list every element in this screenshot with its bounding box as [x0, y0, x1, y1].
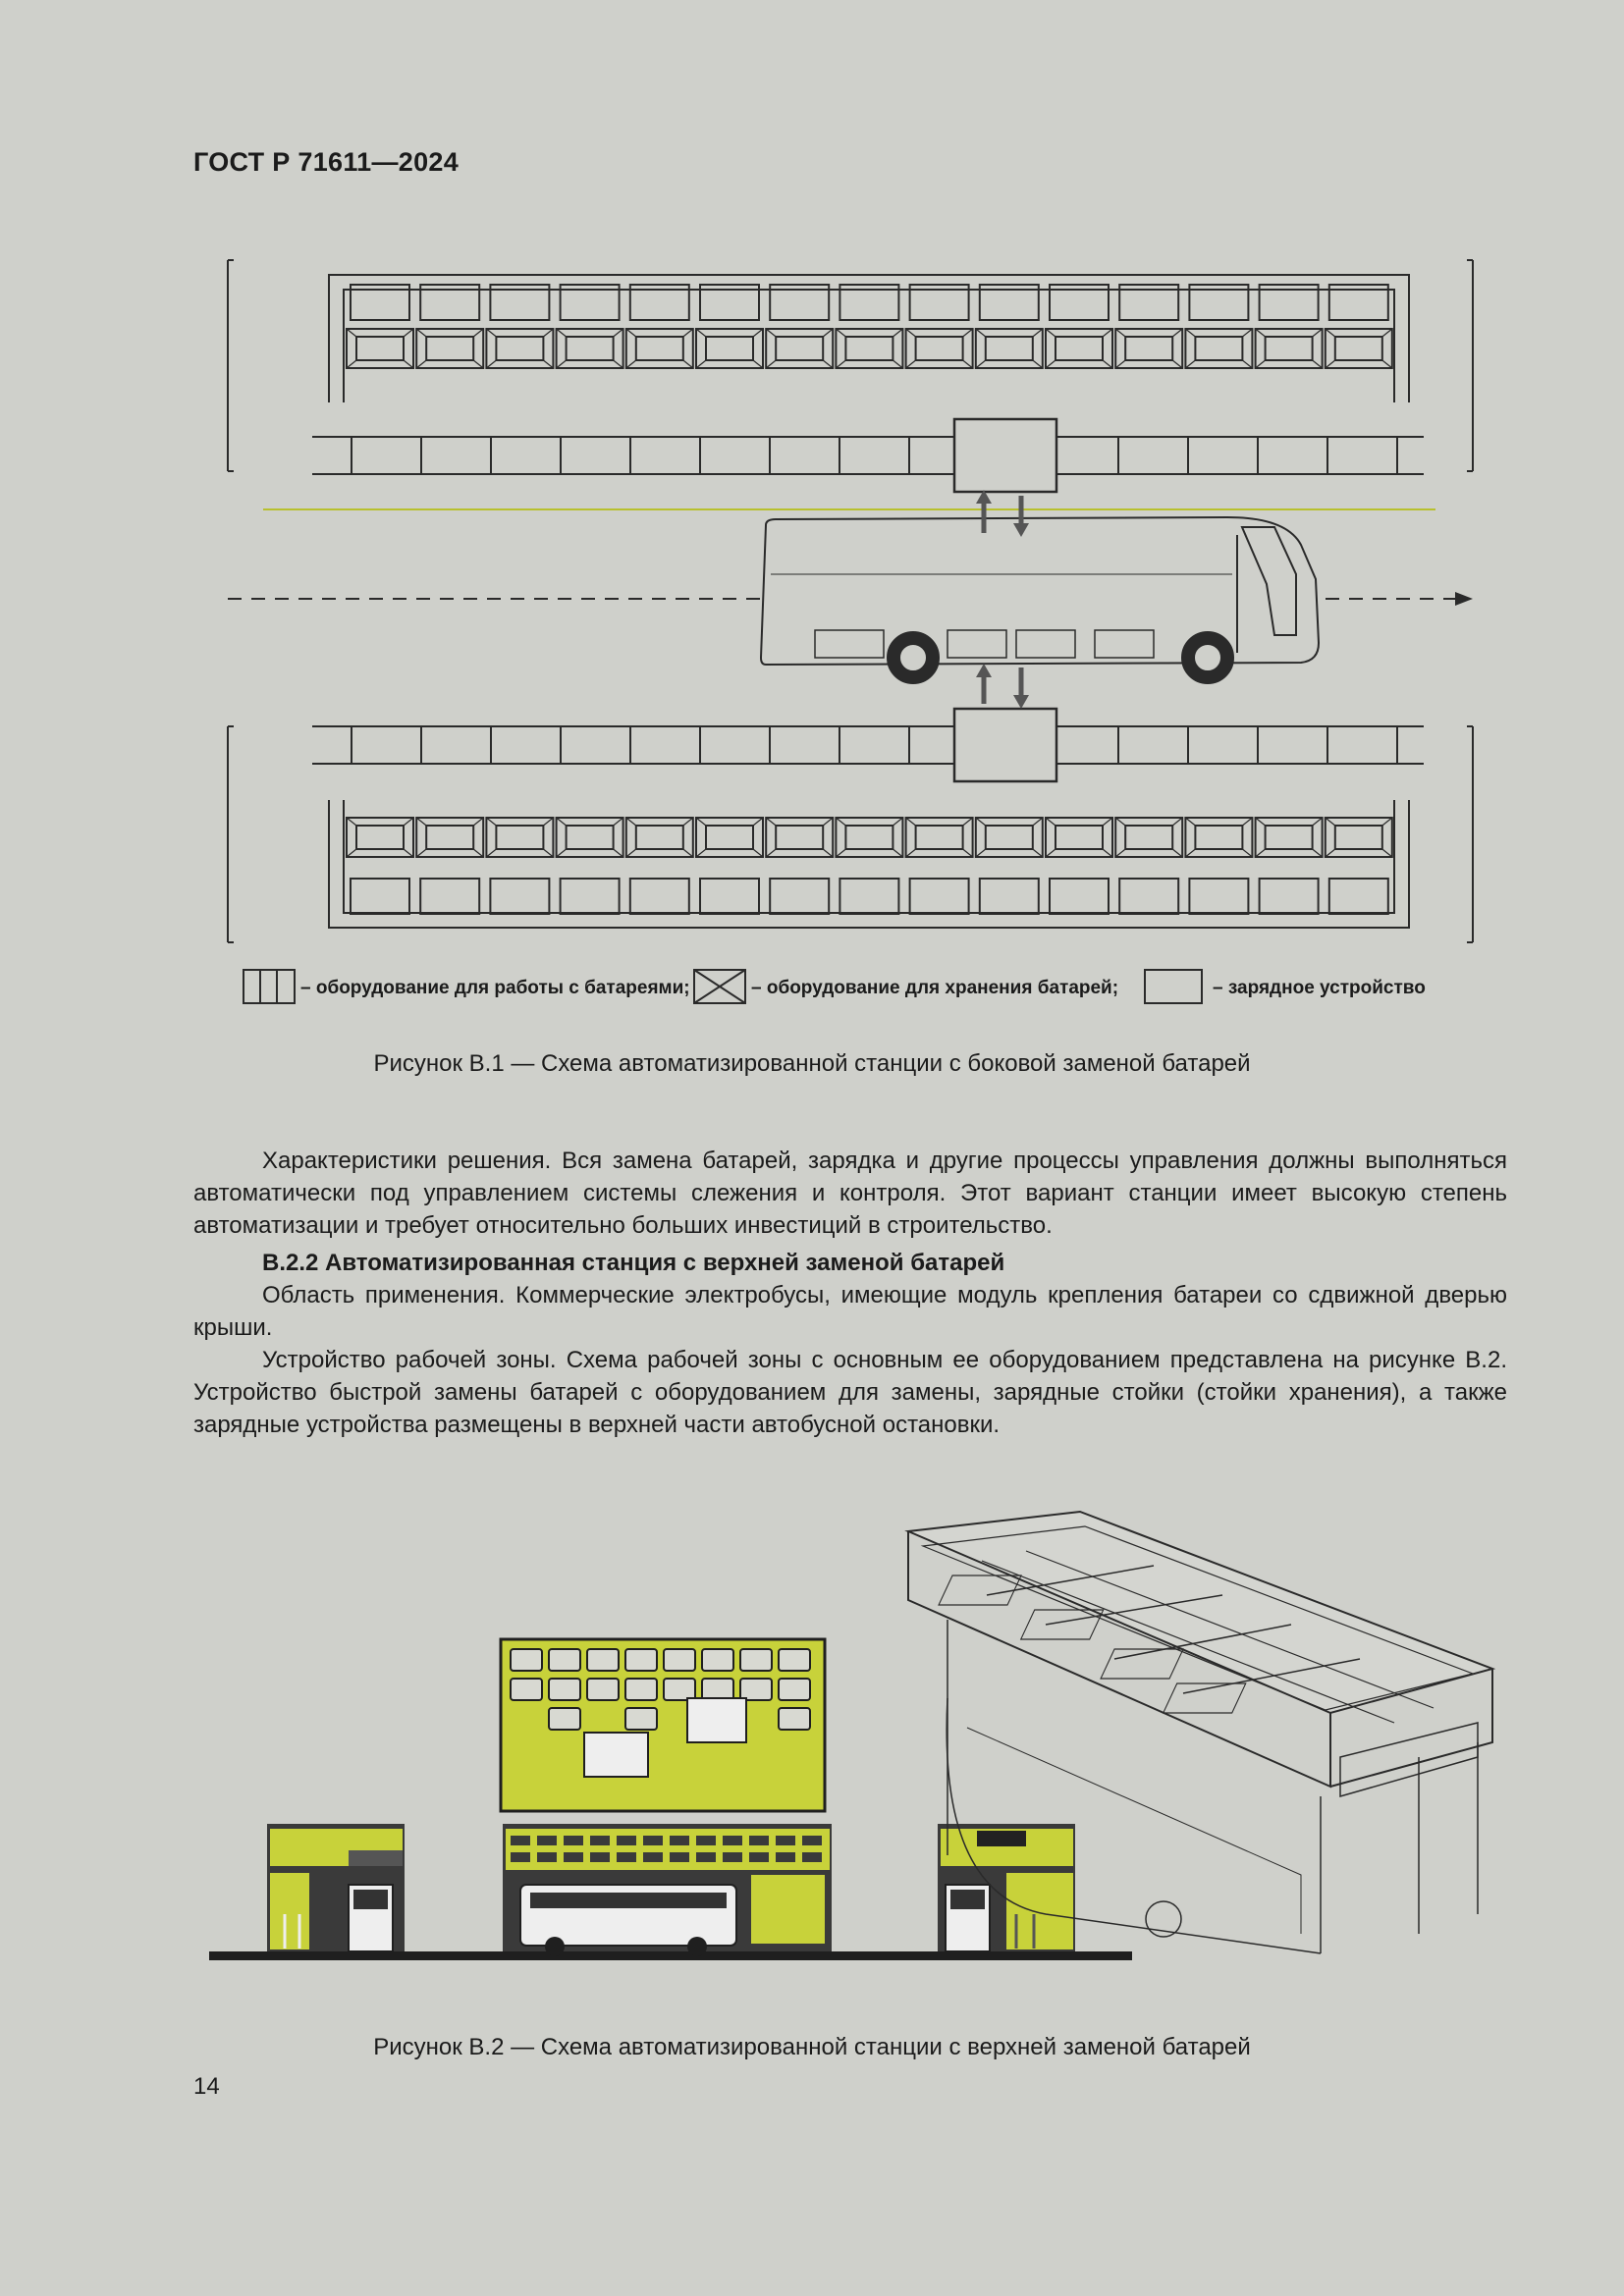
roof-battery-module — [802, 1852, 822, 1862]
roof-battery-module — [617, 1852, 636, 1862]
plan-battery-slot — [779, 1649, 810, 1671]
roof-battery-module — [749, 1852, 769, 1862]
roof-battery-module — [723, 1852, 742, 1862]
top-shuttle — [954, 419, 1056, 492]
roof-battery-module — [643, 1852, 663, 1862]
plan-battery-slot — [702, 1649, 733, 1671]
plan-battery-slot — [549, 1708, 580, 1730]
legend-storage-label: – оборудование для хранения батарей; — [751, 978, 1119, 998]
figure-b1-diagram — [216, 250, 1492, 1016]
paragraph-solution-features: Характеристики решения. Вся замена батарей, зарядка и другие процессы управления должны выполняться автоматически под управлением системы слежения и контроля. Этот вариант станции имеет высокую степень автоматизации и требует относительно больших инвестиций в строительство. — [193, 1148, 1507, 1239]
charger-slot — [1119, 879, 1178, 914]
charger-slot — [910, 879, 969, 914]
figure-b2-caption: Рисунок В.2 — Схема автоматизированной станции с верхней заменой батарей — [373, 2034, 1251, 2060]
roof-battery-module — [537, 1852, 557, 1862]
plan-battery-slot — [664, 1649, 695, 1671]
plan-battery-slot — [740, 1649, 772, 1671]
roof-battery-module — [696, 1836, 716, 1845]
plan-battery-slot — [587, 1679, 619, 1700]
charger-slot — [700, 879, 759, 914]
roof-battery-module — [564, 1836, 583, 1845]
charger-slot — [490, 879, 549, 914]
roof-battery-module — [590, 1836, 610, 1845]
roof-battery-module — [617, 1836, 636, 1845]
roof-battery-module — [776, 1852, 795, 1862]
body-text — [193, 1145, 1507, 1441]
charger-slot — [839, 879, 898, 914]
paragraph-work-zone: Устройство рабочей зоны. Схема рабочей зоны с основным ее оборудованием представлена на рисунке В.2. Устройство быстрой замены батарей с оборудованием для замены, зарядные стойки (стойки хранения), а также зарядные устройства размещены в верхней части автобусной остановки. — [193, 1347, 1507, 1438]
legend-handling-icon — [244, 970, 295, 1003]
charger-slot — [351, 879, 409, 914]
document-code: ГОСТ Р 71611—2024 — [193, 147, 460, 177]
charger-slot — [980, 879, 1039, 914]
roof-battery-module — [723, 1836, 742, 1845]
right-wall-top — [1467, 260, 1473, 471]
right-wall-bottom — [1467, 726, 1473, 942]
charger-slot — [770, 879, 829, 914]
roof-battery-module — [696, 1852, 716, 1862]
roof-battery-module — [802, 1836, 822, 1845]
plan-battery-slot — [511, 1649, 542, 1671]
plan-battery-slot — [511, 1679, 542, 1700]
plan-battery-slot — [625, 1679, 657, 1700]
charger-slot — [1260, 879, 1319, 914]
roof-battery-module — [564, 1852, 583, 1862]
station-plan-view — [501, 1639, 825, 1811]
roof-battery-module — [590, 1852, 610, 1862]
right-side-station — [938, 1824, 1075, 1951]
plan-battery-slot — [702, 1679, 733, 1700]
left-wall-top — [228, 260, 234, 471]
roof-battery-module — [643, 1836, 663, 1845]
charger-slot — [630, 879, 689, 914]
legend-handling-label: – оборудование для работы с батареями; — [300, 978, 690, 998]
legend-charger-icon — [1145, 970, 1202, 1003]
figure-b2-diagram — [201, 1502, 1517, 1993]
bus-side-view — [761, 517, 1319, 683]
plan-battery-slot — [625, 1708, 657, 1730]
bottom-shuttle — [954, 709, 1056, 781]
plan-battery-slot — [625, 1649, 657, 1671]
plan-battery-slot — [587, 1649, 619, 1671]
plan-battery-slot — [549, 1649, 580, 1671]
roof-battery-module — [670, 1836, 689, 1845]
roof-battery-module — [511, 1836, 530, 1845]
charger-slot — [1189, 879, 1248, 914]
paragraph-application-area: Область применения. Коммерческие электробусы, имеющие модуль крепления батареи со сдвижной дверью крыши. — [193, 1282, 1507, 1341]
center-side-station — [503, 1824, 832, 1956]
plan-battery-slot — [779, 1708, 810, 1730]
plan-battery-slot — [740, 1679, 772, 1700]
ground-line — [209, 1951, 1132, 1960]
left-side-station — [267, 1824, 405, 1951]
plan-battery-slot — [664, 1679, 695, 1700]
roof-battery-module — [776, 1836, 795, 1845]
charger-slot — [420, 879, 479, 914]
direction-arrow — [1455, 592, 1473, 606]
plan-battery-slot — [779, 1679, 810, 1700]
roof-battery-module — [670, 1852, 689, 1862]
plan-battery-slot — [549, 1679, 580, 1700]
section-heading-b22: В.2.2 Автоматизированная станция с верхней заменой батарей — [262, 1250, 1005, 1276]
legend-charger-label: – зарядное устройство — [1213, 978, 1426, 998]
charger-slot — [1050, 879, 1109, 914]
charger-slot — [1329, 879, 1388, 914]
page-number: 14 — [193, 2073, 220, 2100]
roof-battery-module — [537, 1836, 557, 1845]
figure-b1-caption: Рисунок В.1 — Схема автоматизированной станции с боковой заменой батарей — [373, 1050, 1251, 1077]
roof-battery-module — [511, 1852, 530, 1862]
charger-slot — [561, 879, 620, 914]
left-wall-bottom — [228, 726, 234, 942]
roof-battery-module — [749, 1836, 769, 1845]
